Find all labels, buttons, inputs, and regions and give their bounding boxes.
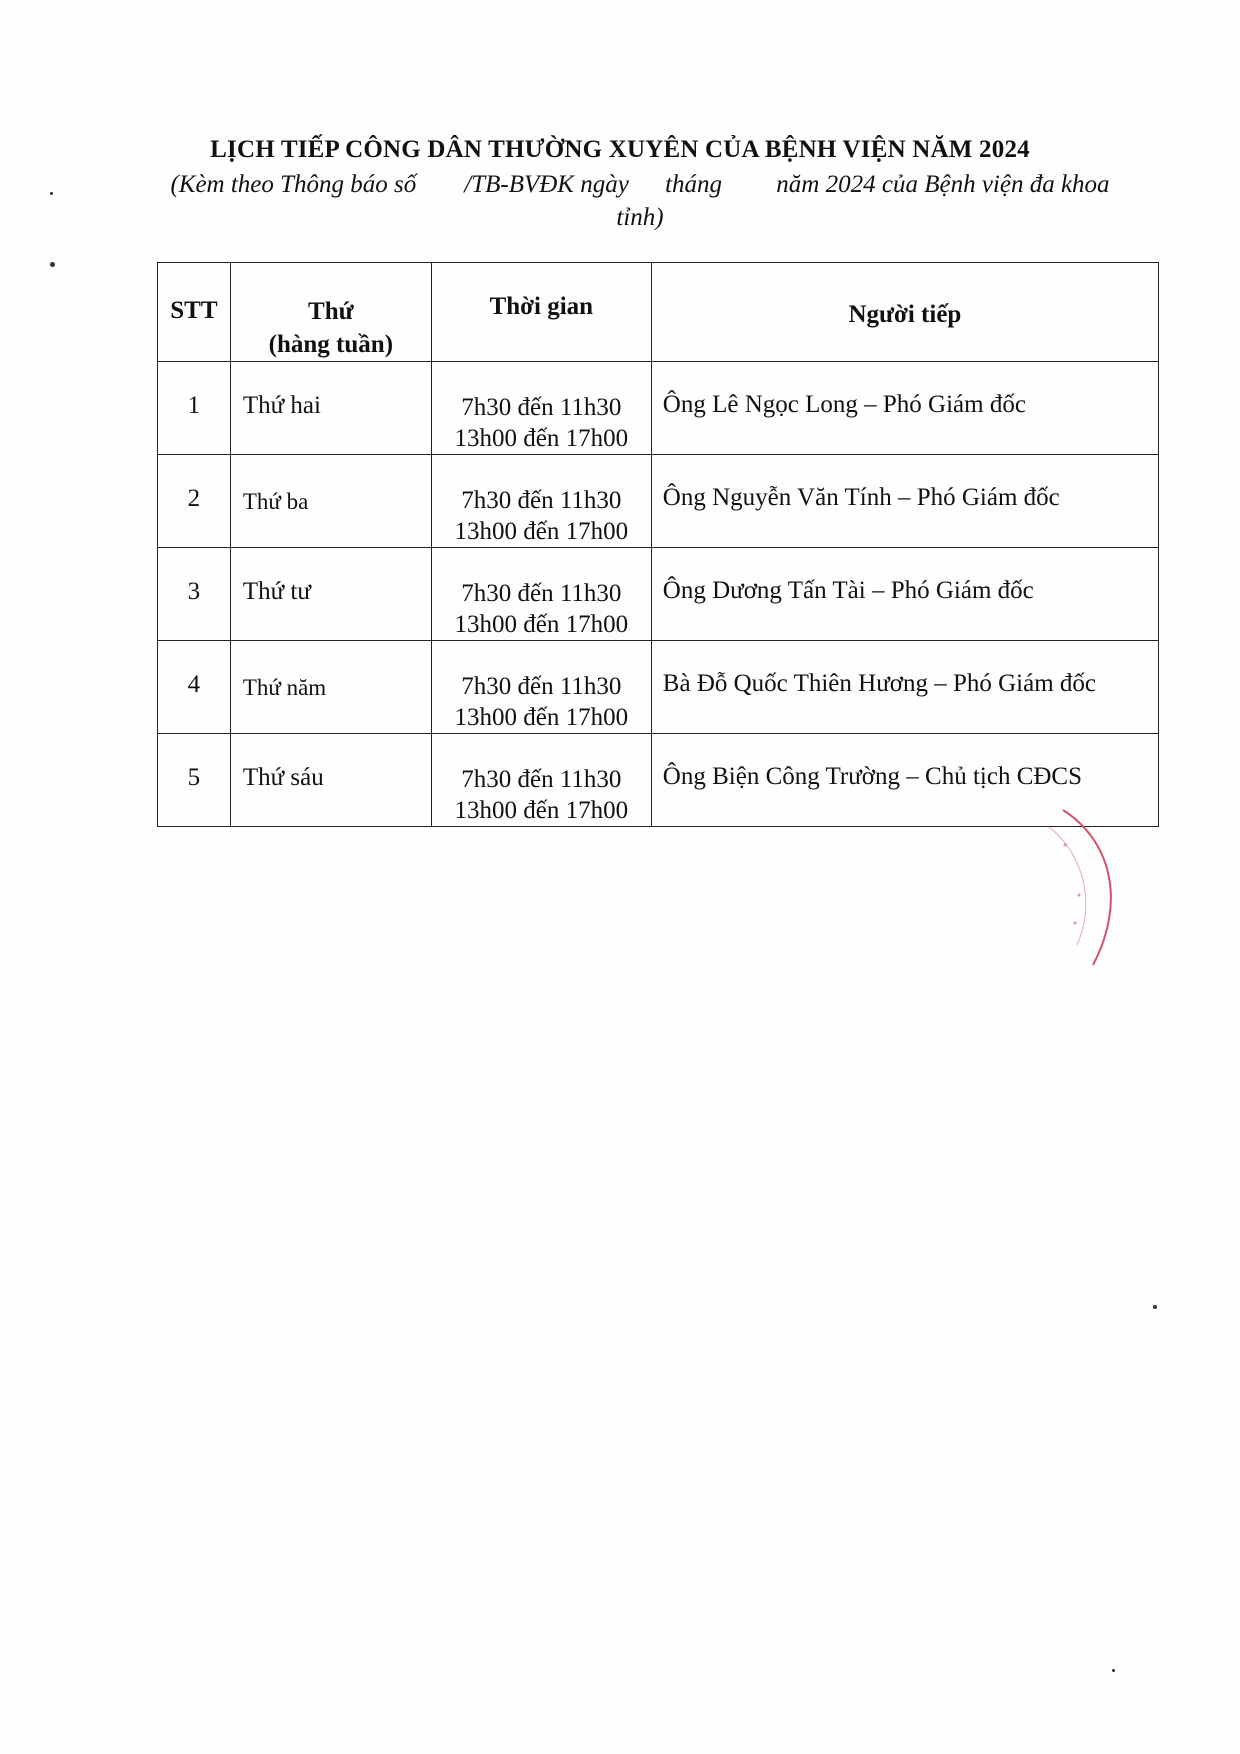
subtitle-part-2: /TB-BVĐK ngày xyxy=(464,171,629,198)
table-row xyxy=(158,362,1159,455)
scan-dot xyxy=(1153,1305,1157,1309)
cell-day: Thứ sáu xyxy=(230,734,431,827)
subtitle-part-4: năm 2024 của Bệnh viện đa khoa tỉnh) xyxy=(616,171,1110,231)
header-stt: STT xyxy=(158,263,231,362)
cell-time: 7h30 đến 11h30 13h00 đến 17h00 xyxy=(431,734,651,827)
cell-time: 7h30 đến 11h30 13h00 đến 17h00 xyxy=(431,641,651,734)
cell-day: Thứ tư xyxy=(230,548,431,641)
table-row xyxy=(158,548,1159,641)
header-time: Thời gian xyxy=(431,263,651,362)
cell-stt: 1 xyxy=(158,362,231,455)
seal-stamp xyxy=(1035,805,1155,975)
cell-day: Thứ hai xyxy=(230,362,431,455)
cell-stt: 2 xyxy=(158,455,231,548)
scan-dot xyxy=(50,262,55,267)
cell-person: Ông Nguyễn Văn Tính – Phó Giám đốc xyxy=(651,455,1158,548)
cell-time: 7h30 đến 11h30 13h00 đến 17h00 xyxy=(431,548,651,641)
subtitle-part-3: tháng xyxy=(665,171,723,198)
cell-person: Ông Lê Ngọc Long – Phó Giám đốc xyxy=(651,362,1158,455)
cell-person: Ông Dương Tấn Tài – Phó Giám đốc xyxy=(651,548,1158,641)
table-row xyxy=(158,641,1159,734)
document-subtitle xyxy=(160,168,1120,234)
cell-day: Thứ năm xyxy=(230,641,431,734)
header-day: Thứ (hàng tuần) xyxy=(230,263,431,362)
table-row xyxy=(158,455,1159,548)
table-row xyxy=(158,734,1159,827)
cell-day: Thứ ba xyxy=(230,455,431,548)
cell-time: 7h30 đến 11h30 13h00 đến 17h00 xyxy=(431,362,651,455)
scan-dot xyxy=(1112,1669,1115,1672)
scan-dot xyxy=(50,192,53,195)
cell-stt: 3 xyxy=(158,548,231,641)
cell-person: Bà Đỗ Quốc Thiên Hương – Phó Giám đốc xyxy=(651,641,1158,734)
header-person: Người tiếp xyxy=(651,263,1158,362)
schedule-table xyxy=(157,262,1159,827)
cell-stt: 5 xyxy=(158,734,231,827)
cell-time: 7h30 đến 11h30 13h00 đến 17h00 xyxy=(431,455,651,548)
document-title: LỊCH TIẾP CÔNG DÂN THƯỜNG XUYÊN CỦA BỆNH VIỆN NĂM 2024 xyxy=(210,136,1030,163)
cell-person: Ông Biện Công Trường – Chủ tịch CĐCS xyxy=(651,734,1158,827)
table-header-row xyxy=(158,263,1159,362)
cell-stt: 4 xyxy=(158,641,231,734)
subtitle-part-1: (Kèm theo Thông báo số xyxy=(170,171,417,198)
